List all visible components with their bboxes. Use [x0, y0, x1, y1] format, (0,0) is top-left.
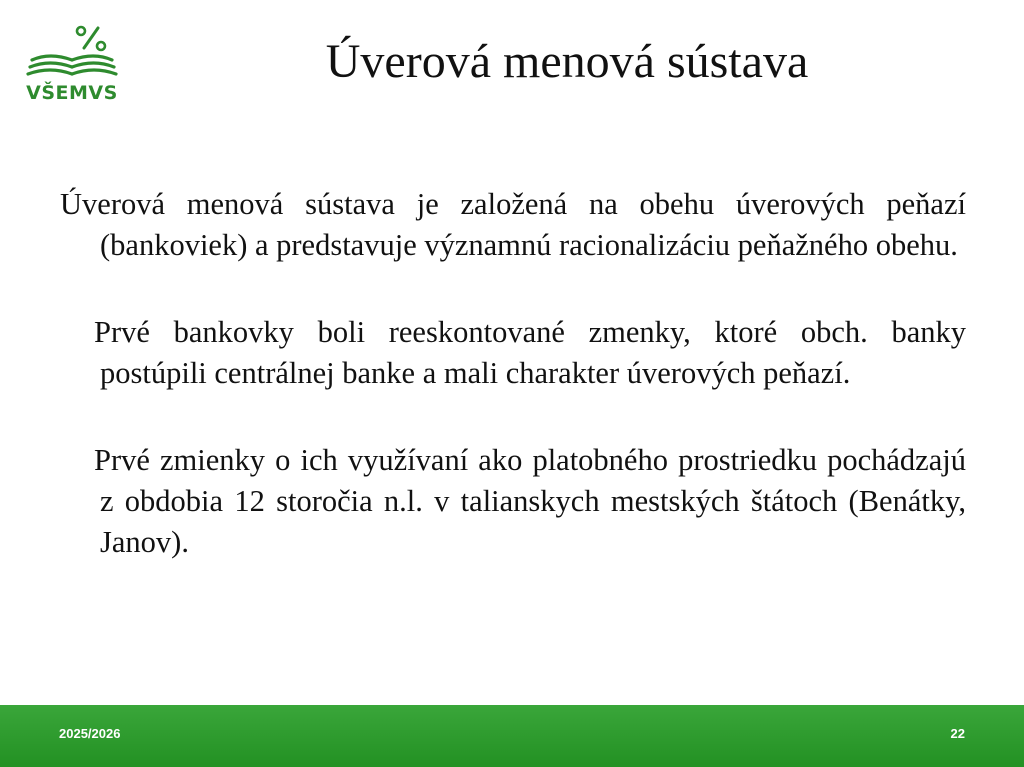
open-book-percent-logo-icon [22, 22, 122, 84]
footer-bar [0, 705, 1024, 767]
paragraph-2: Prvé bankovky boli reeskontované zmenky, ktoré obch. banky postúpili centrálnej banke a mali charakter úverových peňazí. [94, 315, 966, 390]
paragraph-3: Prvé zmienky o ich využívaní ako platobného prostriedku pochádzajú z obdobia 12 storočia n.l. v talianskych mestských štátoch (Benátky, Janov). [94, 443, 966, 559]
footer-year: 2025/2026 [59, 726, 121, 741]
logo-text: VŠEMVS [26, 82, 118, 104]
page-number: 22 [950, 726, 965, 741]
slide-title: Úverová menová sústava [325, 35, 809, 88]
logo [22, 22, 122, 108]
paragraph-1: Úverová menová sústava je založená na obehu úverových peňazí (bankoviek) a predstavuje významnú racionalizáciu peňažného obehu. [60, 187, 966, 262]
slide-body [60, 184, 966, 563]
